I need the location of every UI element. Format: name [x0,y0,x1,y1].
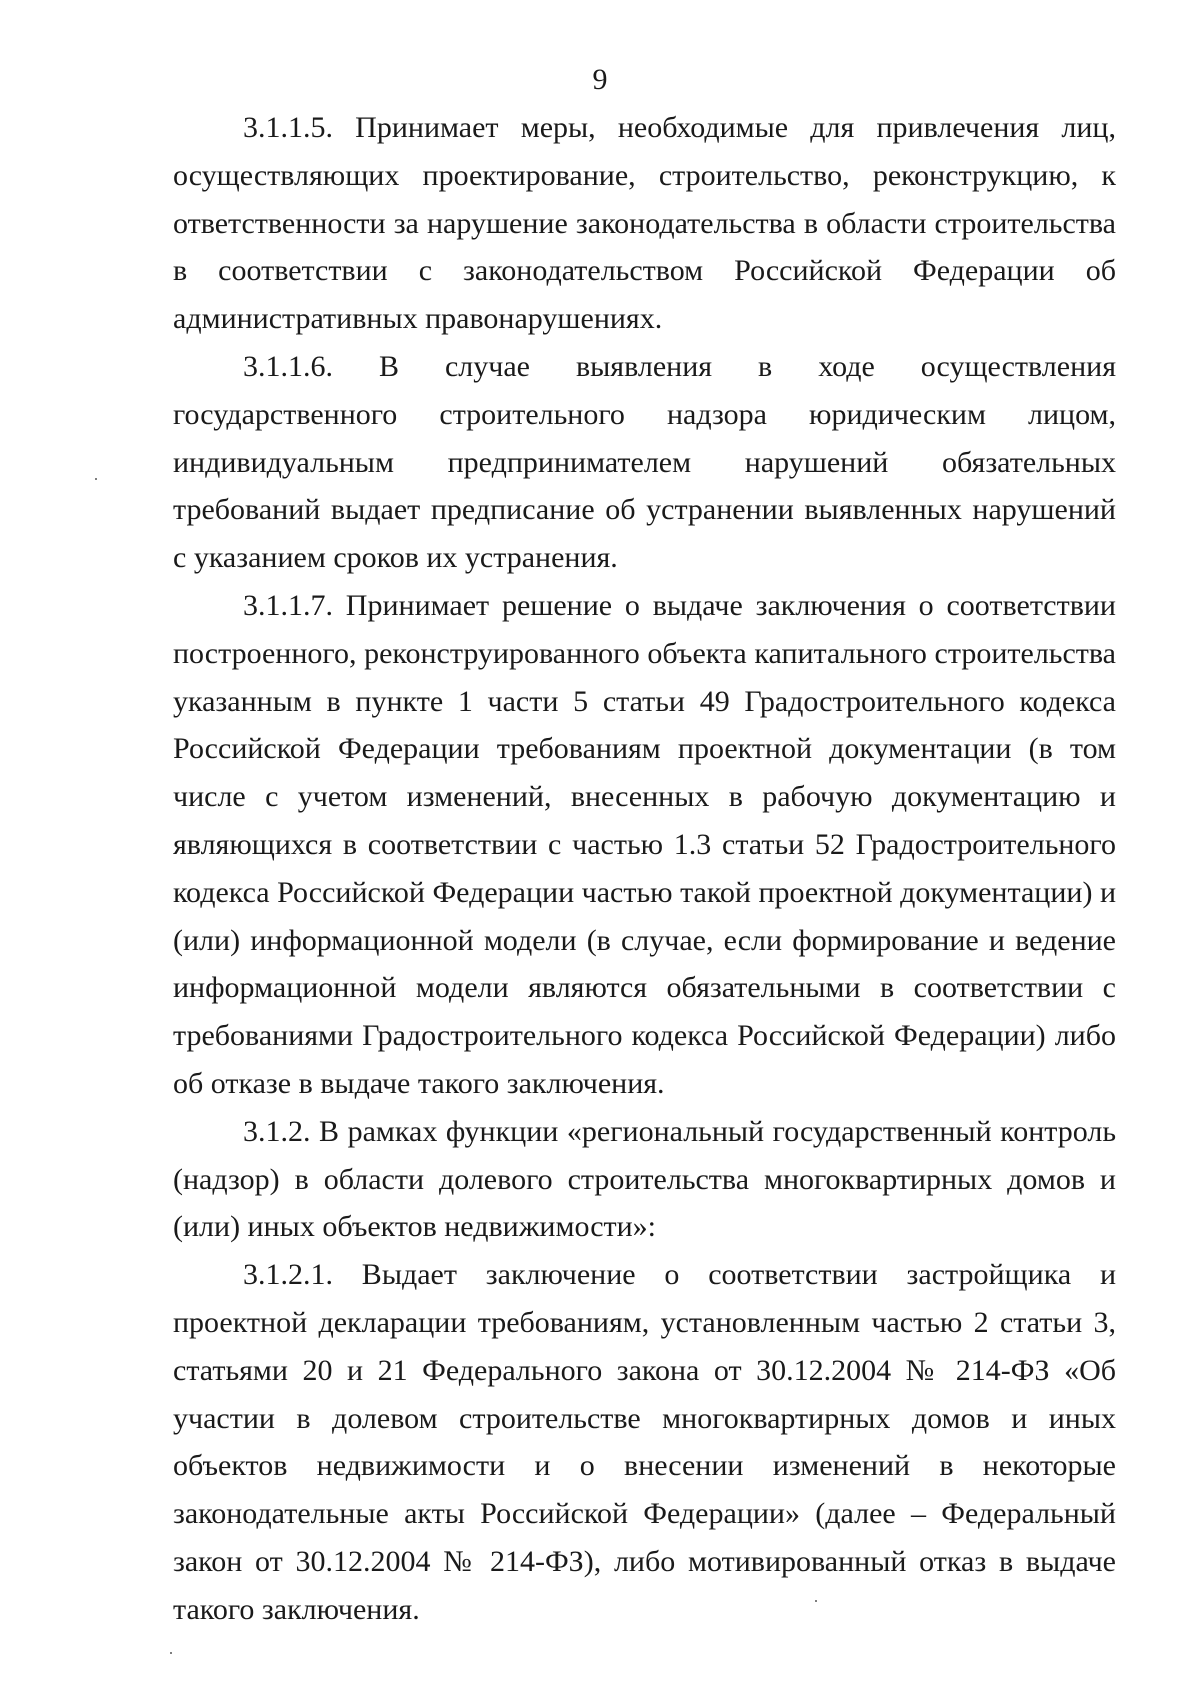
document-body [173,104,1116,1634]
paragraph-3-1-1-5: 3.1.1.5. Принимает меры, необходимые для привлечения лиц, осуществляющих проектирование, строительство, реконструкцию, к ответственности за нарушение законодательства в области строительства в соответствии с законодательством Российской Федерации об административных правонарушениях. [173,111,1116,336]
paragraph-3-1-1-7: 3.1.1.7. Принимает решение о выдаче заключения о соответствии построенного, реконструированного объекта капитального строительства указанным в пункте 1 части 5 статьи 49 Градостроительного кодекса Российской Федерации требованиям проектной документации (в том числе с учетом изменений, внесенных в рабочую документацию и являющихся в соответствии с частью 1.3 статьи 52 Градостроительного кодекса Российской Федерации частью такой проектной документации) и (или) информационной модели (в случае, если формирование и ведение информационной модели являются обязательными в соответствии с требованиями Градостроительного кодекса Российской Федерации) либо об отказе в выдаче такого заключения. [173,588,1116,1100]
paragraph-3-1-2-1: 3.1.2.1. Выдает заключение о соответствии застройщика и проектной декларации требованиям, установленным частью 2 статьи 3, статьями 20 и 21 Федерального закона от 30.12.2004 № 214-ФЗ «Об участии в долевом строительстве многоквартирных домов и иных объектов недвижимости и о внесении изменений в некоторые законодательные акты Российской Федерации» (далее – Федеральный закон от 30.12.2004 № 214-ФЗ), либо мотивированный отказ в выдаче такого заключения. [173,1258,1116,1626]
paragraph-3-1-2: 3.1.2. В рамках функции «региональный государственный контроль (надзор) в области долевого строительства многоквартирных домов и (или) иных объектов недвижимости»: [173,1114,1116,1244]
page-number: 9 [592,63,608,96]
scan-speck [95,478,97,480]
scan-speck [815,1600,817,1602]
paragraph-3-1-1-6: 3.1.1.6. В случае выявления в ходе осуществления государственного строительного надзора юридическим лицом, индивидуальным предпринимателем нарушений обязательных требований выдает предписание об устранении выявленных нарушений с указанием сроков их устранения. [173,349,1116,575]
scan-speck [170,1652,172,1654]
